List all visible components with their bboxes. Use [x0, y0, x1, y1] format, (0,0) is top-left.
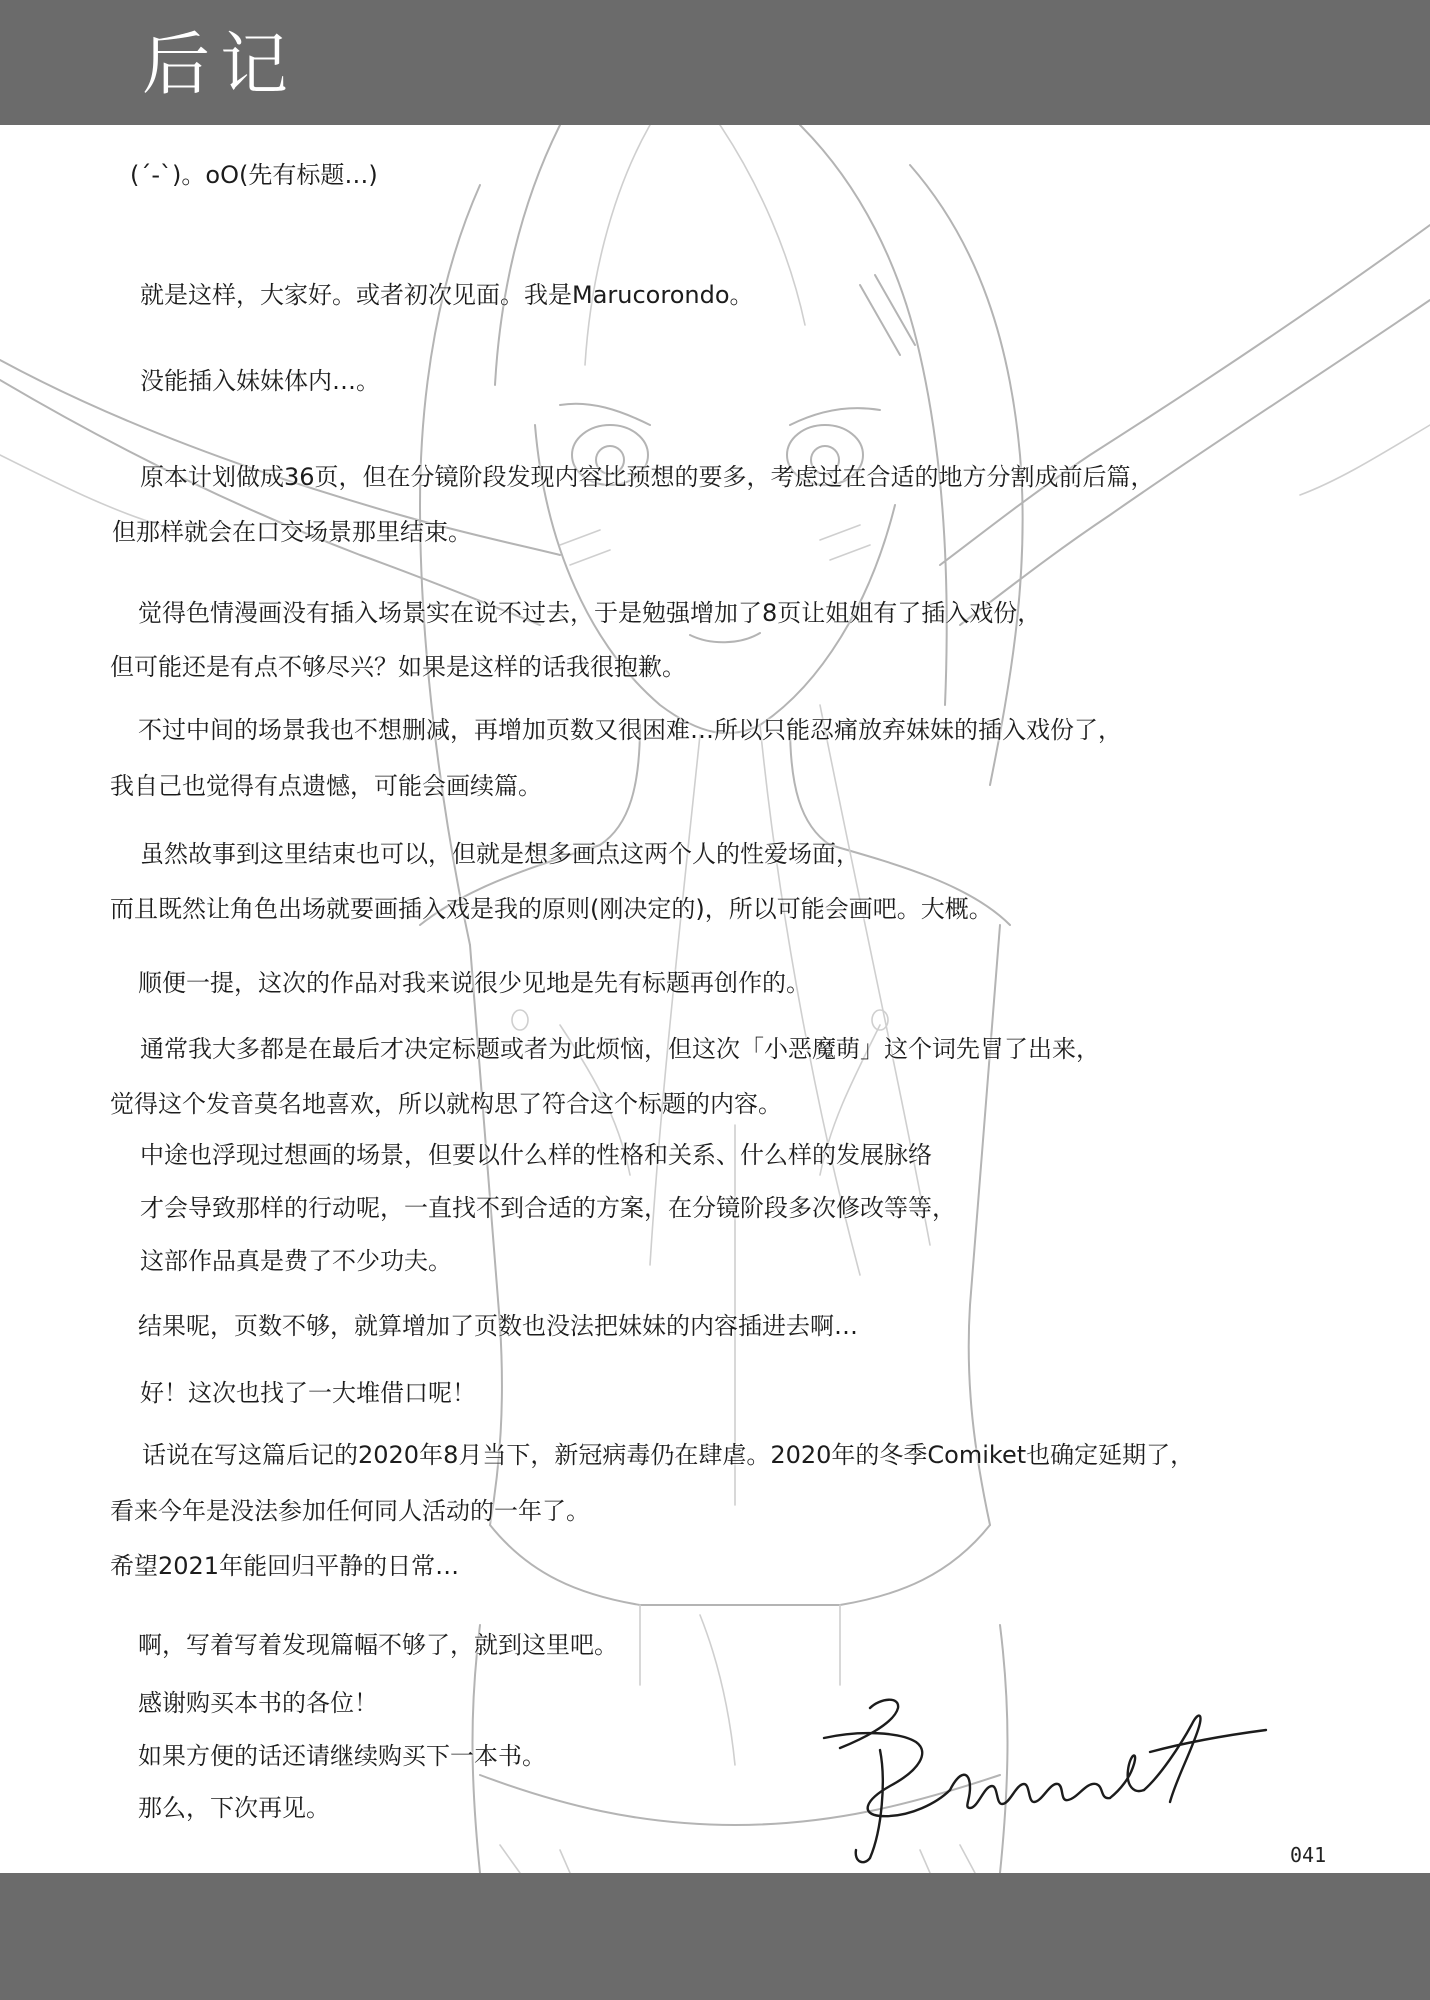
text-line-25: 如果方便的话还请继续购买下一本书。	[138, 1742, 546, 1770]
text-line-3: 没能插入妹妹体内…。	[140, 367, 380, 395]
page-number: 041	[1290, 1843, 1327, 1867]
text-line-16: 才会导致那样的行动呢，一直找不到合适的方案，在分镜阶段多次修改等等，	[140, 1194, 956, 1222]
text-line-15: 中途也浮现过想画的场景，但要以什么样的性格和关系、什么样的发展脉络	[140, 1141, 932, 1169]
text-line-18: 结果呢，页数不够，就算增加了页数也没法把妹妹的内容插进去啊…	[138, 1312, 858, 1340]
page-title: 后记	[142, 26, 299, 105]
header-bar	[0, 0, 1430, 125]
text-line-10: 虽然故事到这里结束也可以，但就是想多画点这两个人的性爱场面，	[140, 840, 860, 868]
text-line-1: (´-`)。oO(先有标题…)	[130, 161, 378, 189]
text-line-6: 觉得色情漫画没有插入场景实在说不过去，于是勉强增加了8页让姐姐有了插入戏份，	[138, 599, 1042, 627]
text-line-8: 不过中间的场景我也不想删减，再增加页数又很困难…所以只能忍痛放弃妹妹的插入戏份了，	[138, 716, 1122, 744]
text-line-7: 但可能还是有点不够尽兴？如果是这样的话我很抱歉。	[110, 653, 686, 681]
text-line-5: 但那样就会在口交场景那里结束。	[112, 518, 472, 546]
text-line-13: 通常我大多都是在最后才决定标题或者为此烦恼，但这次「小恶魔萌」这个词先冒了出来，	[140, 1035, 1100, 1063]
text-line-17: 这部作品真是费了不少功夫。	[140, 1247, 452, 1275]
text-line-4: 原本计划做成36页，但在分镜阶段发现内容比预想的要多，考虑过在合适的地方分割成前后篇，	[140, 463, 1155, 491]
footer-bar	[0, 1873, 1430, 2000]
handwritten-signature	[820, 1690, 1270, 1870]
text-line-12: 顺便一提，这次的作品对我来说很少见地是先有标题再创作的。	[138, 969, 810, 997]
text-line-11: 而且既然让角色出场就要画插入戏是我的原则(刚决定的)，所以可能会画吧。大概。	[110, 895, 993, 923]
text-line-20: 话说在写这篇后记的2020年8月当下，新冠病毒仍在肆虐。2020年的冬季Comiket也确定延期了，	[142, 1441, 1195, 1469]
text-line-21: 看来今年是没法参加任何同人活动的一年了。	[110, 1497, 590, 1525]
text-line-23: 啊，写着写着发现篇幅不够了，就到这里吧。	[138, 1631, 618, 1659]
text-line-24: 感谢购买本书的各位！	[138, 1689, 378, 1717]
text-line-9: 我自己也觉得有点遗憾，可能会画续篇。	[110, 772, 542, 800]
text-line-22: 希望2021年能回归平静的日常…	[110, 1552, 460, 1580]
text-line-14: 觉得这个发音莫名地喜欢，所以就构思了符合这个标题的内容。	[110, 1090, 782, 1118]
text-line-19: 好！这次也找了一大堆借口呢！	[140, 1379, 476, 1407]
text-line-2: 就是这样，大家好。或者初次见面。我是Marucorondo。	[140, 281, 754, 309]
text-line-26: 那么，下次再见。	[138, 1794, 330, 1822]
